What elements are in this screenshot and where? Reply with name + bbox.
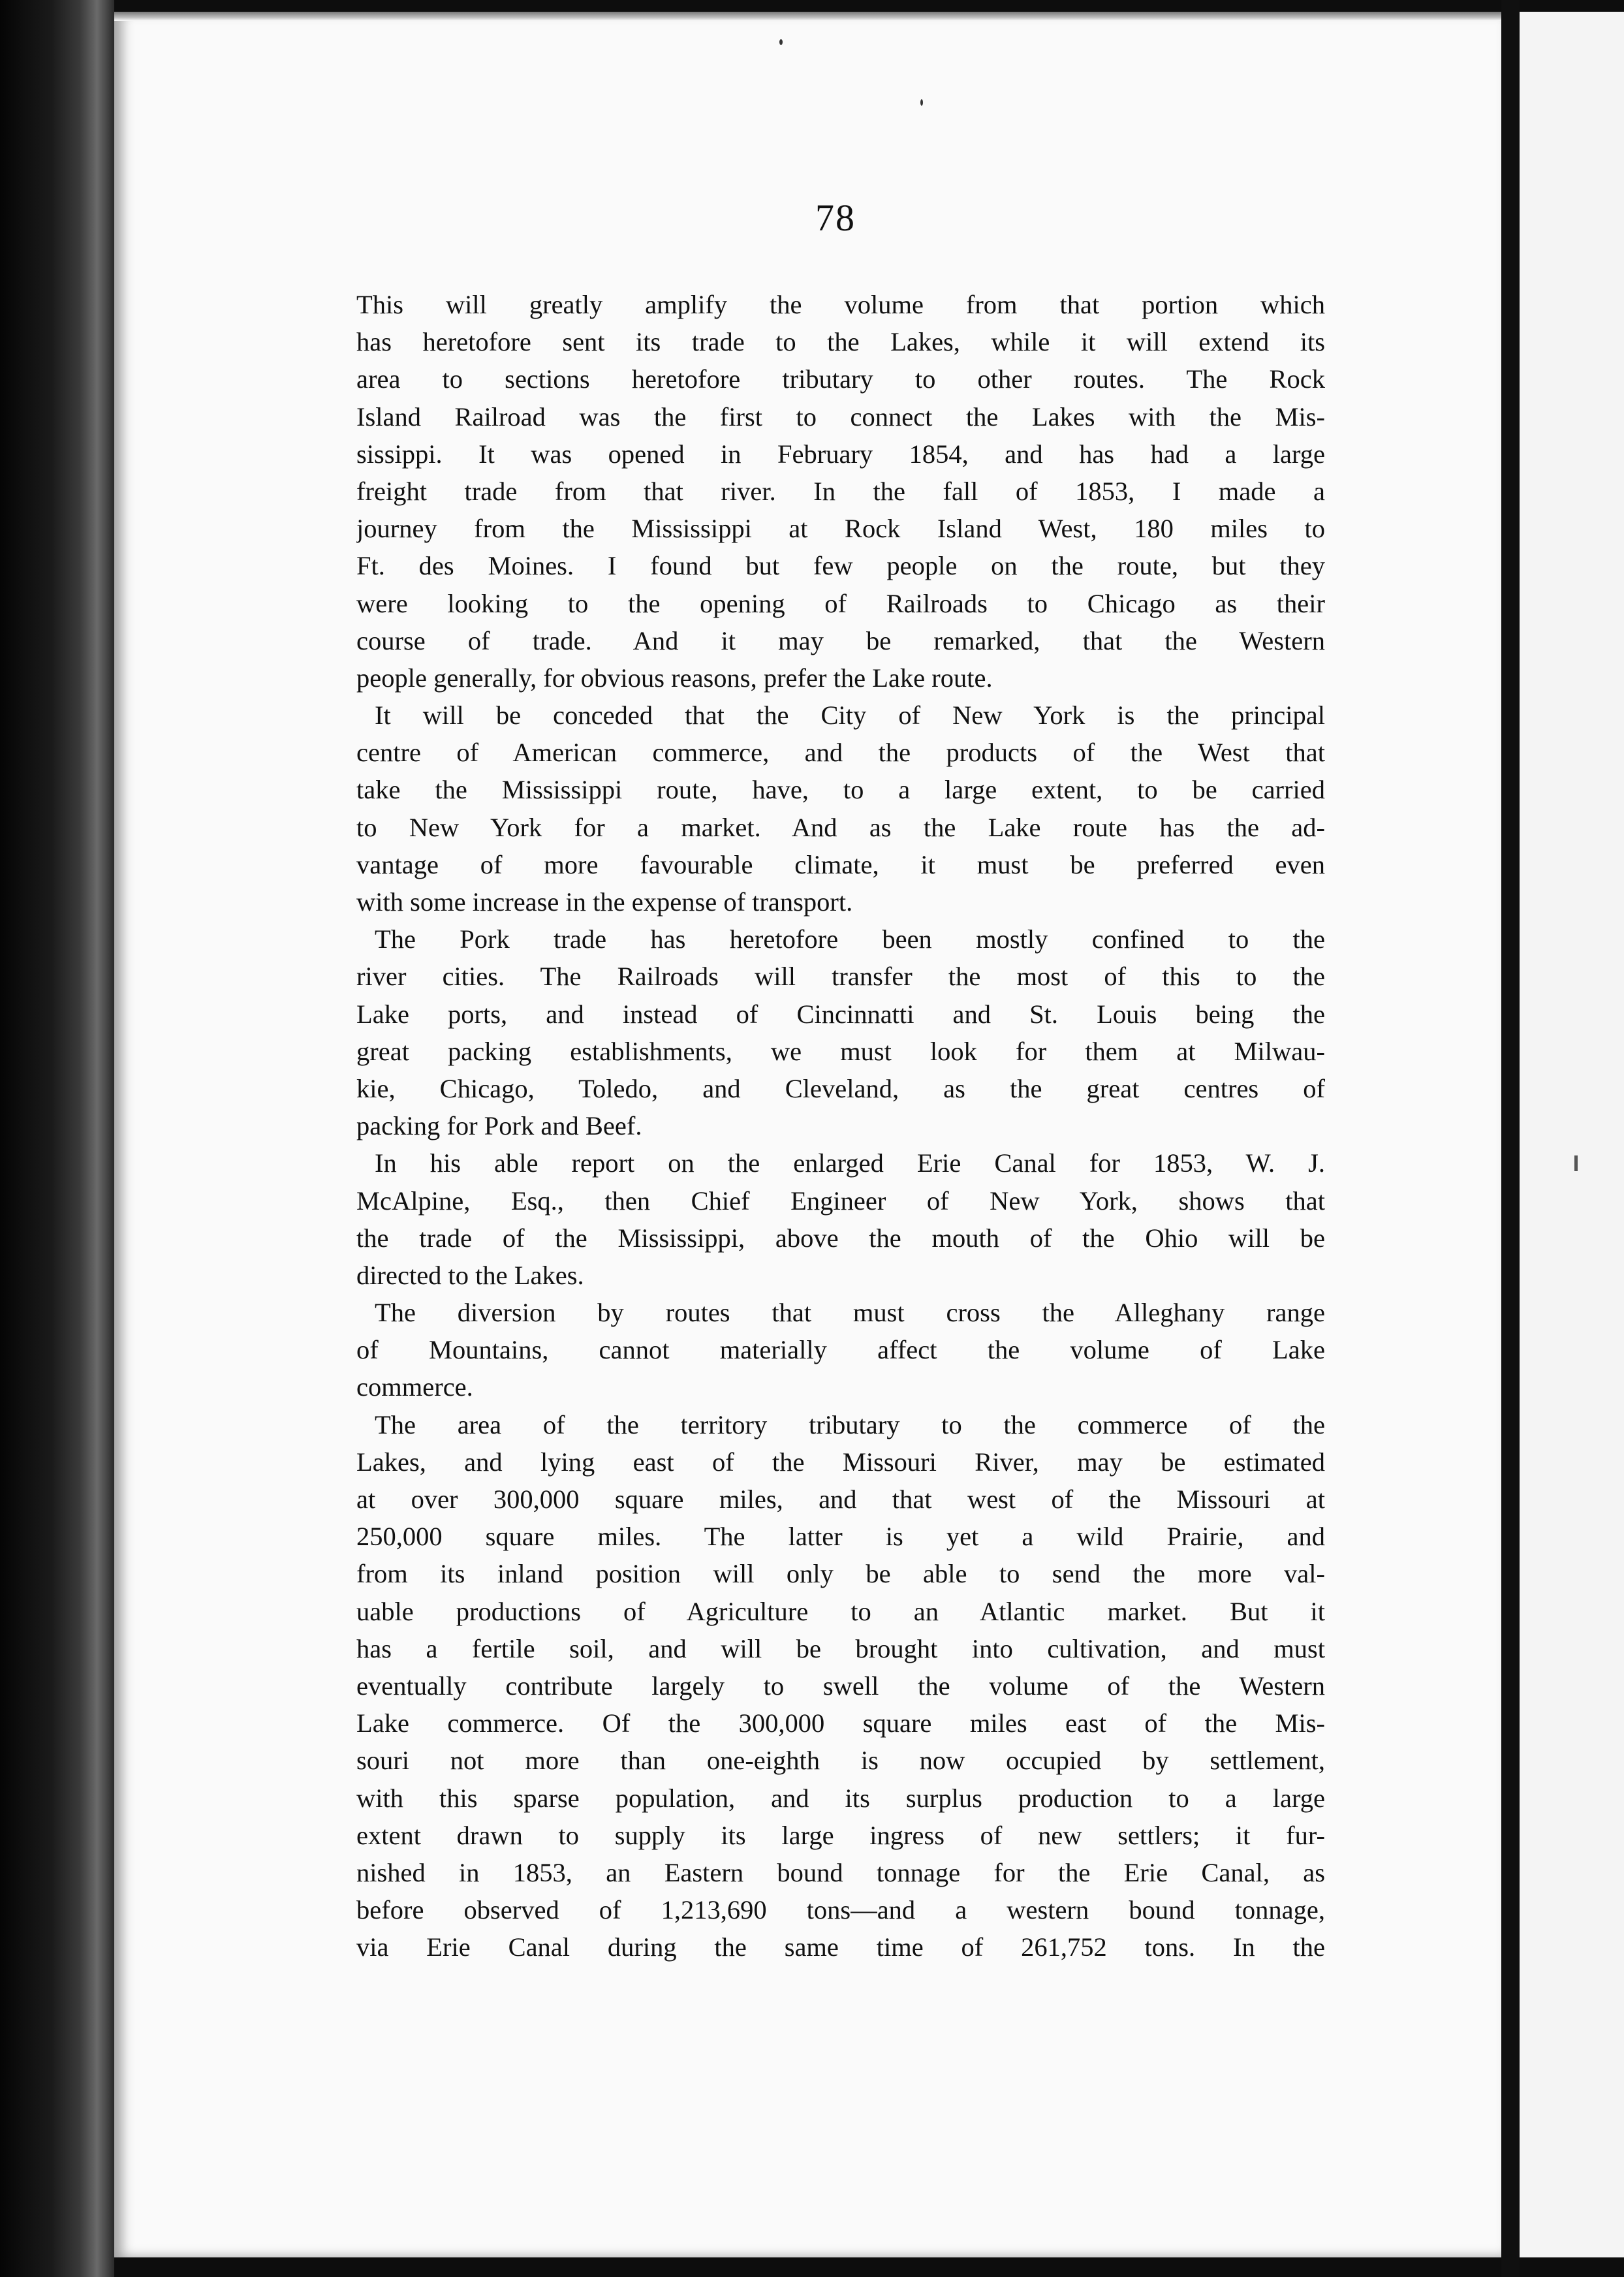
text-line: area to sections heretofore tributary to other routes. The Rock bbox=[356, 364, 1325, 394]
text-line: at over 300,000 square miles, and that west of the Missouri at bbox=[356, 1484, 1325, 1514]
text-line: commerce. bbox=[356, 1372, 473, 1402]
scan-speck bbox=[920, 99, 923, 106]
text-line: with some increase in the expense of transport. bbox=[356, 887, 853, 917]
text-line: from its inland position will only be able to send the more val- bbox=[356, 1559, 1325, 1589]
facing-page-mark bbox=[1574, 1155, 1578, 1171]
text-line: before observed of 1,213,690 tons—and a western bound tonnage, bbox=[356, 1895, 1325, 1925]
text-line: to New York for a market. And as the Lake route has the ad- bbox=[356, 812, 1325, 842]
text-line: Lake ports, and instead of Cincinnatti and St. Louis being the bbox=[356, 999, 1325, 1029]
text-line: It will be conceded that the City of New York is the principal bbox=[375, 700, 1325, 730]
text-line: centre of American commerce, and the products of the West that bbox=[356, 738, 1325, 768]
text-line: freight trade from that river. In the fall of 1853, I made a bbox=[356, 476, 1325, 506]
text-line: In his able report on the enlarged Erie Canal for 1853, W. J. bbox=[375, 1148, 1325, 1178]
text-line: people generally, for obvious reasons, prefer the Lake route. bbox=[356, 663, 993, 693]
text-line: with this sparse population, and its surplus production to a large bbox=[356, 1783, 1325, 1813]
text-line: McAlpine, Esq., then Chief Engineer of New York, shows that bbox=[356, 1186, 1325, 1216]
text-line: 250,000 square miles. The latter is yet a wild Prairie, and bbox=[356, 1522, 1325, 1552]
text-line: vantage of more favourable climate, it must be preferred even bbox=[356, 849, 1325, 879]
text-line: extent drawn to supply its large ingress of new settlers; it fur- bbox=[356, 1820, 1325, 1850]
text-line: has heretofore sent its trade to the Lakes, while it will extend its bbox=[356, 327, 1325, 357]
book-gutter bbox=[1501, 0, 1520, 2277]
scan-left-edge bbox=[0, 0, 114, 2277]
text-line: The area of the territory tributary to the commerce of the bbox=[375, 1409, 1325, 1439]
text-line: nished in 1853, an Eastern bound tonnage for the Erie Canal, as bbox=[356, 1857, 1325, 1887]
text-line: Ft. des Moines. I found but few people on the route, but they bbox=[356, 551, 1325, 581]
scan-speck bbox=[779, 39, 783, 45]
text-line: Lakes, and lying east of the Missouri River, may be estimated bbox=[356, 1447, 1325, 1477]
text-line: Lake commerce. Of the 300,000 square miles east of the Mis- bbox=[356, 1708, 1325, 1738]
text-line: via Erie Canal during the same time of 261,752 tons. In the bbox=[356, 1932, 1325, 1962]
text-line: take the Mississippi route, have, to a large extent, to be carried bbox=[356, 775, 1325, 805]
text-line: were looking to the opening of Railroads to Chicago as their bbox=[356, 588, 1325, 618]
page-top-edge bbox=[114, 12, 1501, 21]
text-line: uable productions of Agriculture to an Atlantic market. But it bbox=[356, 1596, 1325, 1626]
facing-page-edge bbox=[1520, 12, 1624, 2257]
text-line: packing for Pork and Beef. bbox=[356, 1111, 642, 1141]
text-line: of Mountains, cannot materially affect the volume of Lake bbox=[356, 1335, 1325, 1365]
text-line: Island Railroad was the first to connect the Lakes with the Mis- bbox=[356, 401, 1325, 432]
page-number: 78 bbox=[815, 196, 856, 239]
text-line: sissippi. It was opened in February 1854, and has had a large bbox=[356, 439, 1325, 469]
text-line: This will greatly amplify the volume from that portion which bbox=[356, 290, 1325, 319]
text-line: course of trade. And it may be remarked, that the Western bbox=[356, 625, 1325, 655]
body-text bbox=[356, 286, 1325, 1966]
text-line: river cities. The Railroads will transfer the most of this to the bbox=[356, 962, 1325, 992]
text-line: The diversion by routes that must cross the Alleghany range bbox=[375, 1298, 1325, 1328]
text-line: great packing establishments, we must look for them at Milwau- bbox=[356, 1036, 1325, 1066]
text-line: journey from the Mississippi at Rock Island West, 180 miles to bbox=[356, 514, 1325, 544]
text-line: eventually contribute largely to swell the volume of the Western bbox=[356, 1671, 1325, 1701]
text-line: has a fertile soil, and will be brought into cultivation, and must bbox=[356, 1633, 1325, 1663]
text-line: The Pork trade has heretofore been mostly confined to the bbox=[375, 924, 1325, 954]
text-line: the trade of the Mississippi, above the mouth of the Ohio will be bbox=[356, 1223, 1325, 1253]
text-line: directed to the Lakes. bbox=[356, 1260, 584, 1290]
text-line: souri not more than one-eighth is now occupied by settlement, bbox=[356, 1746, 1325, 1776]
text-line: kie, Chicago, Toledo, and Cleveland, as the great centres of bbox=[356, 1073, 1325, 1103]
